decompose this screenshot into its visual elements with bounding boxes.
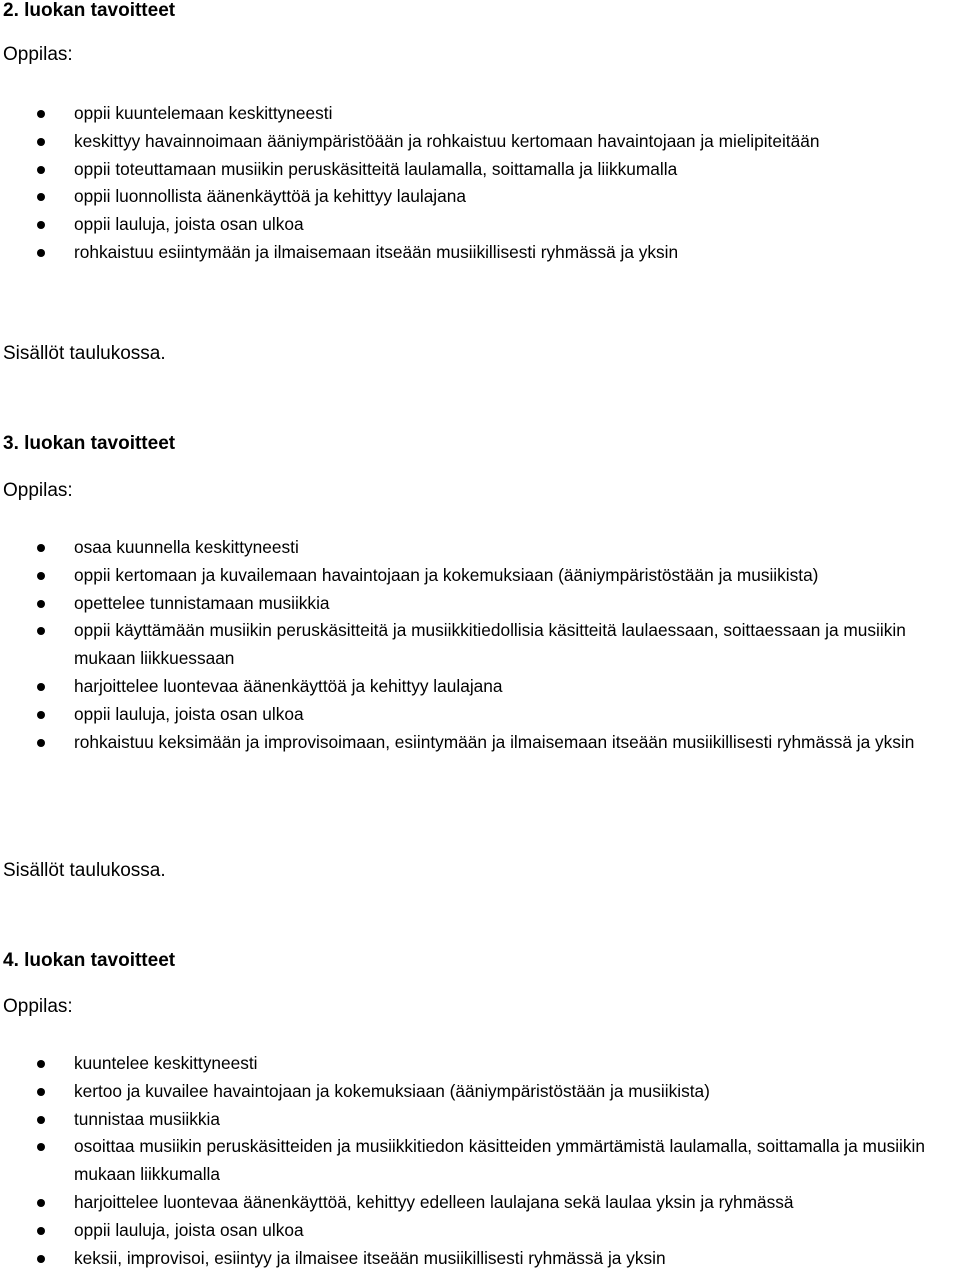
list-item: oppii kertomaan ja kuvailemaan havaintojaan ja kokemuksiaan (ääniympäristöstään ja musiikista) — [0, 562, 960, 590]
list-item: rohkaistuu esiintymään ja ilmaisemaan itseään musiikillisesti ryhmässä ja yksin — [0, 239, 960, 267]
list-item: rohkaistuu keksimään ja improvisoimaan, esiintymään ja ilmaisemaan itseään musiikillisesti ryhmässä ja yksin — [0, 729, 960, 757]
goals-list-grade-2 — [0, 100, 960, 267]
list-item: keskittyy havainnoimaan ääniympäristöään ja rohkaistuu kertomaan havaintojaan ja mielipiteitään — [0, 128, 960, 156]
bullet-icon — [37, 711, 45, 719]
list-item: oppii käyttämään musiikin peruskäsitteitä ja musiikkitiedollisia käsitteitä laulaessaan, soittaessaan ja musiikin mukaan liikkuessaan — [0, 617, 960, 673]
goals-list-grade-3 — [0, 534, 960, 756]
list-item: oppii lauluja, joista osan ulkoa — [0, 211, 960, 239]
student-label-grade-4: Oppilas: — [3, 996, 73, 1017]
section-title-grade-2: 2. luokan tavoitteet — [3, 0, 176, 21]
list-item: keksii, improvisoi, esiintyy ja ilmaisee itseään musiikillisesti ryhmässä ja yksin — [0, 1245, 960, 1272]
section-title-grade-4: 4. luokan tavoitteet — [3, 950, 176, 971]
bullet-icon — [37, 627, 45, 635]
student-label-grade-3: Oppilas: — [3, 480, 73, 501]
content-note-grade-2: Sisällöt taulukossa. — [3, 343, 166, 364]
list-item: harjoittelee luontevaa äänenkäyttöä, kehittyy edelleen laulajana sekä laulaa yksin ja ryhmässä — [0, 1189, 960, 1217]
bullet-icon — [37, 1143, 45, 1151]
student-label-grade-2: Oppilas: — [3, 44, 73, 65]
list-item: oppii lauluja, joista osan ulkoa — [0, 701, 960, 729]
list-item: oppii luonnollista äänenkäyttöä ja kehittyy laulajana — [0, 183, 960, 211]
bullet-icon — [37, 249, 45, 257]
bullet-icon — [37, 1060, 45, 1068]
bullet-icon — [37, 1088, 45, 1096]
list-item: opettelee tunnistamaan musiikkia — [0, 590, 960, 618]
list-item: oppii kuuntelemaan keskittyneesti — [0, 100, 960, 128]
list-item: tunnistaa musiikkia — [0, 1106, 960, 1134]
bullet-icon — [37, 110, 45, 118]
bullet-icon — [37, 138, 45, 146]
list-item: osaa kuunnella keskittyneesti — [0, 534, 960, 562]
goals-list-grade-4 — [0, 1050, 960, 1272]
bullet-icon — [37, 600, 45, 608]
bullet-icon — [37, 221, 45, 229]
bullet-icon — [37, 193, 45, 201]
bullet-icon — [37, 1227, 45, 1235]
list-item: osoittaa musiikin peruskäsitteiden ja musiikkitiedon käsitteiden ymmärtämistä laulamalla, soittamalla ja musiikin mukaan liikkumalla — [0, 1133, 960, 1189]
bullet-icon — [37, 166, 45, 174]
bullet-icon — [37, 739, 45, 747]
list-item: oppii toteuttamaan musiikin peruskäsitteitä laulamalla, soittamalla ja liikkumalla — [0, 156, 960, 184]
bullet-icon — [37, 1255, 45, 1263]
list-item: kuuntelee keskittyneesti — [0, 1050, 960, 1078]
list-item: oppii lauluja, joista osan ulkoa — [0, 1217, 960, 1245]
list-item: harjoittelee luontevaa äänenkäyttöä ja kehittyy laulajana — [0, 673, 960, 701]
bullet-icon — [37, 683, 45, 691]
bullet-icon — [37, 1199, 45, 1207]
bullet-icon — [37, 544, 45, 552]
bullet-icon — [37, 1116, 45, 1124]
list-item: kertoo ja kuvailee havaintojaan ja kokemuksiaan (ääniympäristöstään ja musiikista) — [0, 1078, 960, 1106]
content-note-grade-3: Sisällöt taulukossa. — [3, 860, 166, 881]
bullet-icon — [37, 572, 45, 580]
section-title-grade-3: 3. luokan tavoitteet — [3, 433, 176, 454]
